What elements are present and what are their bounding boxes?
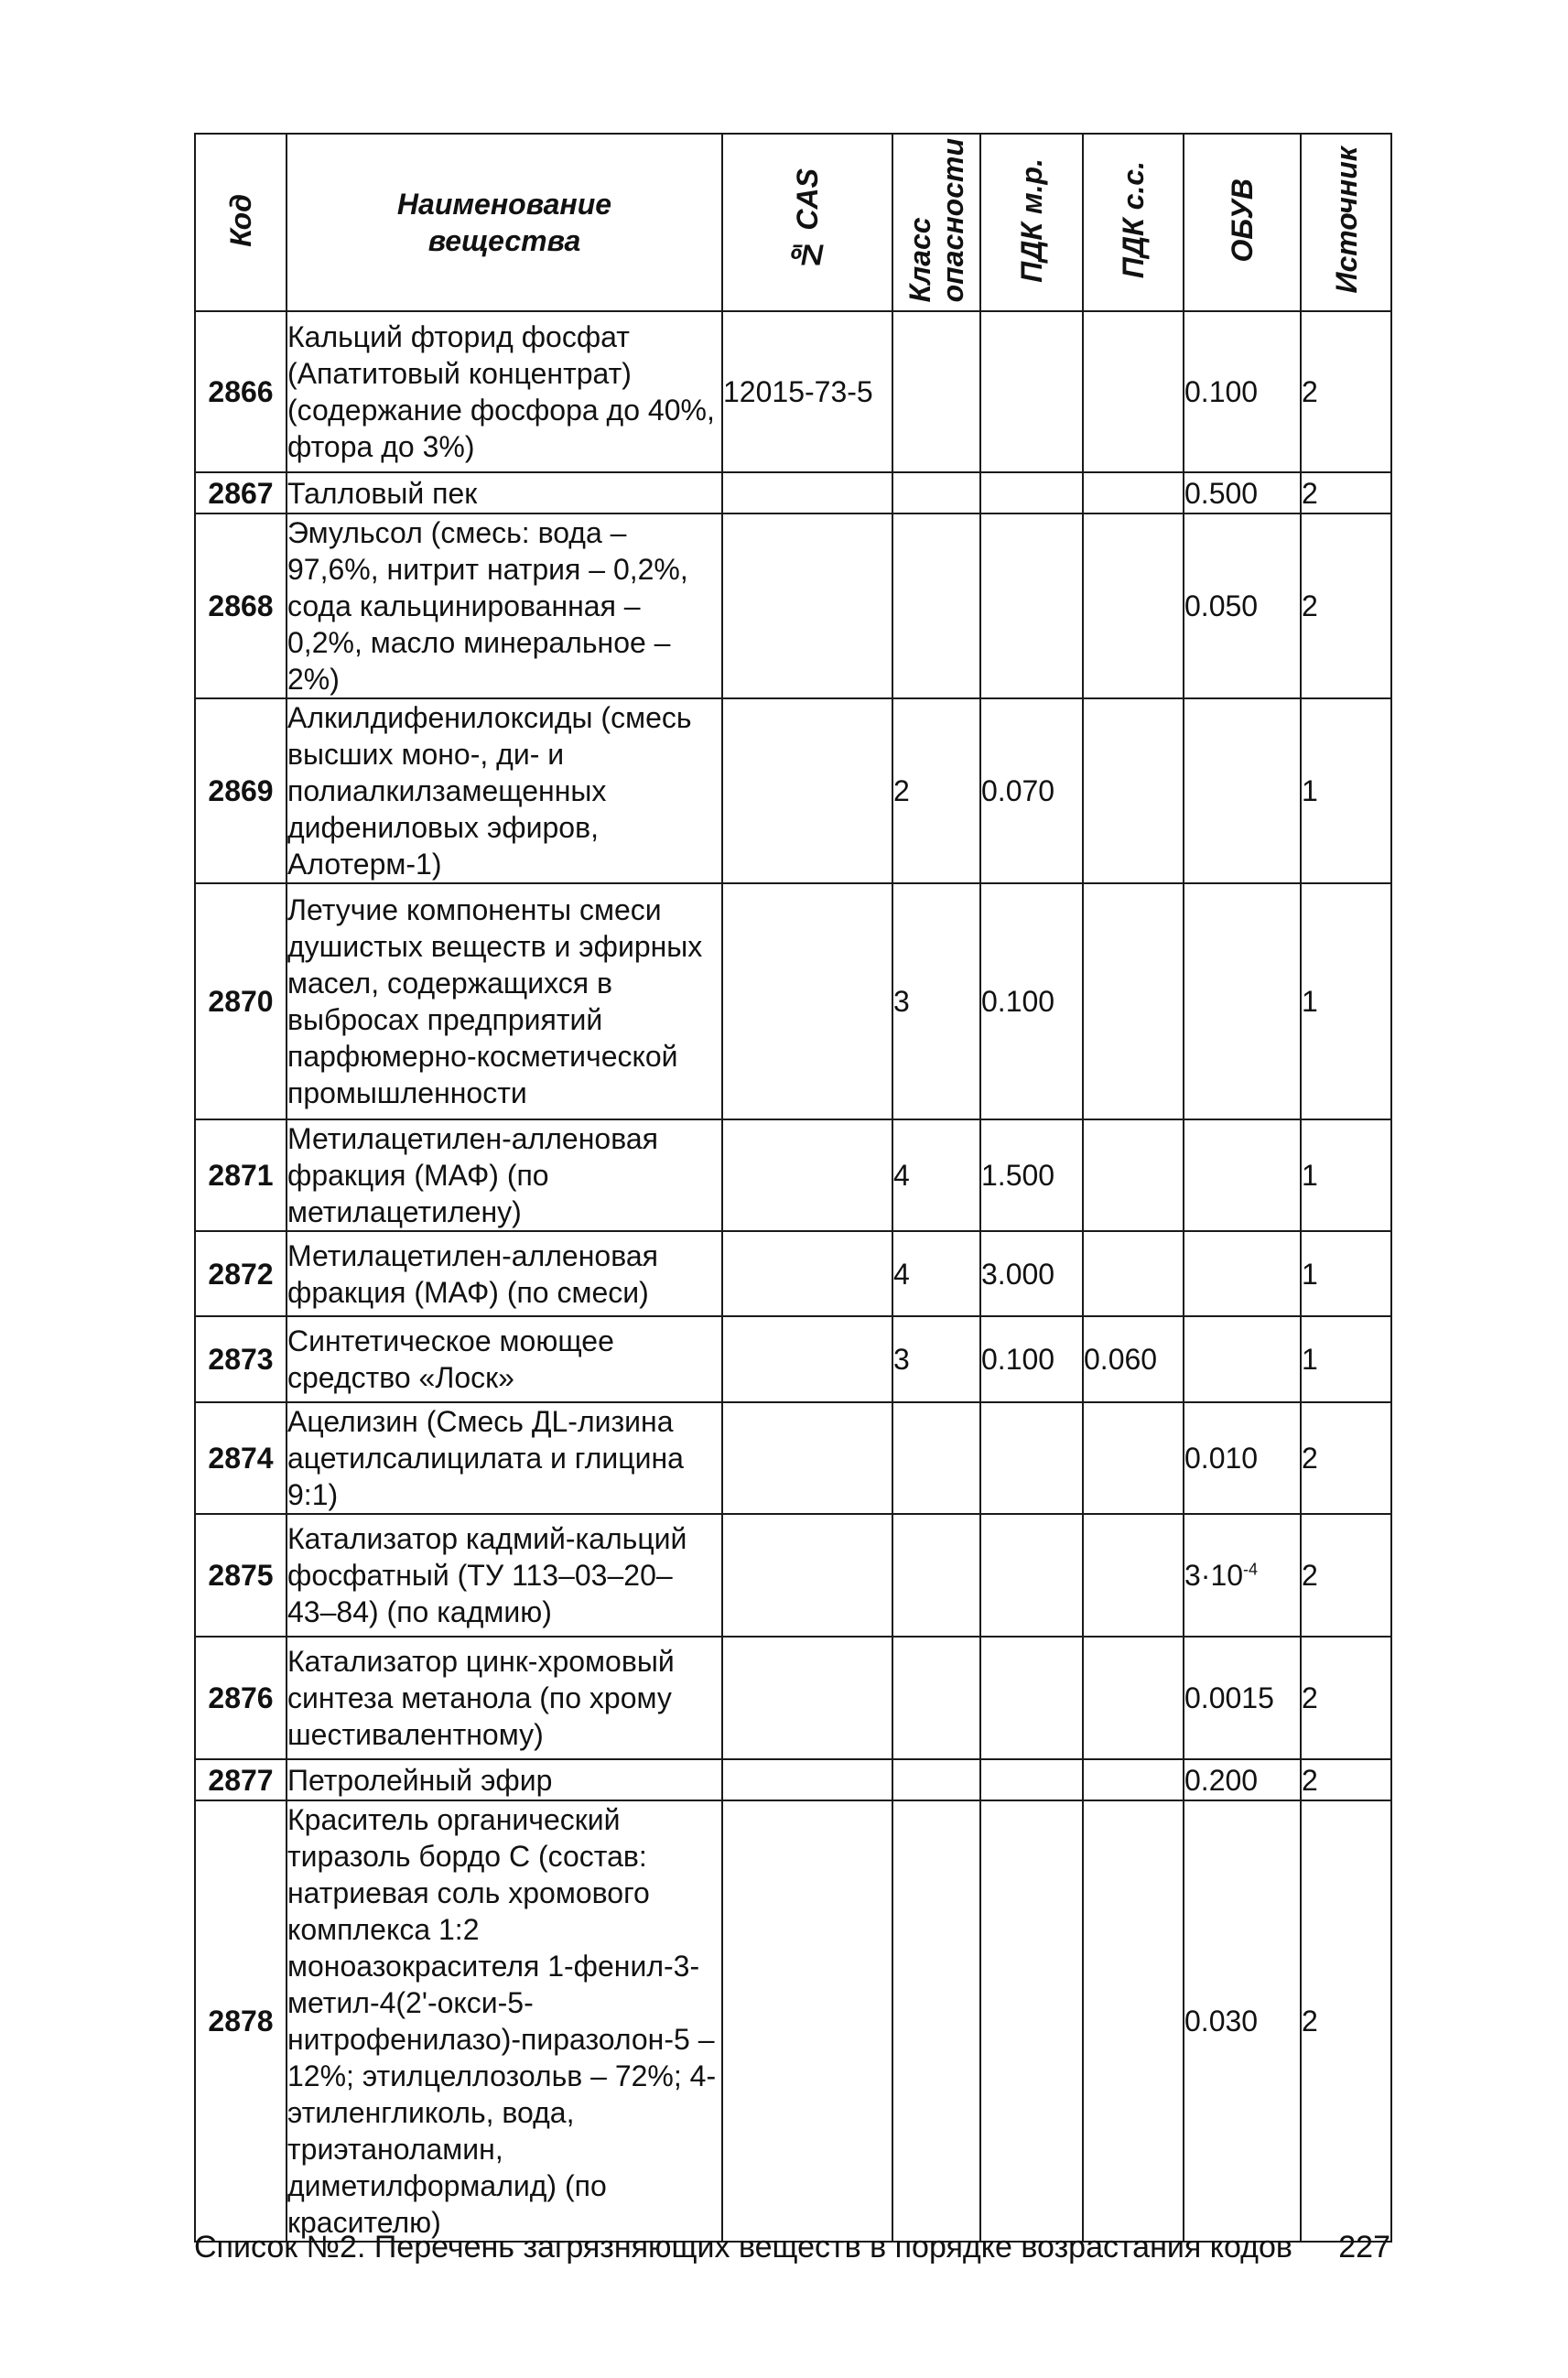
row-cas [722, 472, 892, 513]
row-cas: 12015-73-5 [722, 311, 892, 472]
table-row [195, 1231, 1391, 1316]
row-code: 2878 [195, 1800, 287, 2242]
header-pdk-mr: ПДК м.р. [980, 134, 1083, 311]
row-source: 2 [1301, 1402, 1391, 1514]
row-obuv: 0.200 [1184, 1759, 1301, 1800]
row-hazard-class [892, 472, 980, 513]
row-obuv [1184, 698, 1301, 883]
row-pdk-mr [980, 1402, 1083, 1514]
row-pdk-ss [1083, 698, 1184, 883]
row-cas [722, 883, 892, 1119]
row-code: 2873 [195, 1316, 287, 1402]
row-name: Эмульсол (смесь: вода – 97,6%, нитрит натрия – 0,2%, сода кальцинированная – 0,2%, масло минеральное – 2%) [287, 513, 722, 698]
row-code: 2871 [195, 1119, 287, 1231]
row-pdk-mr [980, 1637, 1083, 1759]
row-code: 2876 [195, 1637, 287, 1759]
header-cas: № CAS [722, 134, 892, 311]
row-code: 2877 [195, 1759, 287, 1800]
row-source: 1 [1301, 1231, 1391, 1316]
table-row [195, 698, 1391, 883]
table-row [195, 1119, 1391, 1231]
row-obuv [1184, 1316, 1301, 1402]
row-name: Кальций фторид фосфат (Апатитовый концентрат) (содержание фосфора до 40%, фтора до 3%) [287, 311, 722, 472]
row-name: Алкилдифенилоксиды (смесь высших моно-, ди- и полиалкилзамещенных дифениловых эфиров, Алотерм-1) [287, 698, 722, 883]
row-hazard-class [892, 513, 980, 698]
row-obuv: 0.0015 [1184, 1637, 1301, 1759]
table-row [195, 1402, 1391, 1514]
row-obuv [1184, 1231, 1301, 1316]
header-pdk-ss: ПДК с.с. [1083, 134, 1184, 311]
table-row [195, 311, 1391, 472]
row-source: 2 [1301, 1637, 1391, 1759]
row-hazard-class: 4 [892, 1119, 980, 1231]
row-pdk-ss [1083, 1637, 1184, 1759]
row-hazard-class [892, 1402, 980, 1514]
row-pdk-ss [1083, 1402, 1184, 1514]
row-name: Метилацетилен-алленовая фракция (МАФ) (по метилацетилену) [287, 1119, 722, 1231]
row-pdk-mr: 0.100 [980, 883, 1083, 1119]
row-code: 2872 [195, 1231, 287, 1316]
row-pdk-mr [980, 1514, 1083, 1637]
row-pdk-ss: 0.060 [1083, 1316, 1184, 1402]
row-cas [722, 513, 892, 698]
row-pdk-ss [1083, 1759, 1184, 1800]
row-cas [722, 1514, 892, 1637]
row-code: 2870 [195, 883, 287, 1119]
row-cas [722, 1402, 892, 1514]
row-pdk-ss [1083, 513, 1184, 698]
row-source: 1 [1301, 1316, 1391, 1402]
row-pdk-ss [1083, 311, 1184, 472]
row-cas [722, 1800, 892, 2242]
footer-title: Список №2. Перечень загрязняющих веществ в порядке возрастания кодов [194, 2230, 1292, 2265]
row-obuv: 0.050 [1184, 513, 1301, 698]
row-hazard-class: 3 [892, 883, 980, 1119]
row-name: Катализатор кадмий-кальций фосфатный (ТУ 113–03–20–43–84) (по кадмию) [287, 1514, 722, 1637]
header-obuv: ОБУВ [1184, 134, 1301, 311]
table-row [195, 1759, 1391, 1800]
row-pdk-mr: 0.100 [980, 1316, 1083, 1402]
row-hazard-class: 4 [892, 1231, 980, 1316]
row-code: 2867 [195, 472, 287, 513]
row-code: 2869 [195, 698, 287, 883]
row-obuv [1184, 1514, 1301, 1637]
row-source: 2 [1301, 1759, 1391, 1800]
page-footer [194, 2224, 1390, 2270]
table-row [195, 1800, 1391, 2242]
table-row [195, 1514, 1391, 1637]
row-source: 2 [1301, 1514, 1391, 1637]
table-row [195, 1316, 1391, 1402]
row-source: 1 [1301, 1119, 1391, 1231]
row-source: 2 [1301, 472, 1391, 513]
row-pdk-ss [1083, 883, 1184, 1119]
row-source: 1 [1301, 883, 1391, 1119]
table-row [195, 1637, 1391, 1759]
row-pdk-ss [1083, 1514, 1184, 1637]
row-code: 2868 [195, 513, 287, 698]
row-name: Талловый пек [287, 472, 722, 513]
row-hazard-class [892, 1759, 980, 1800]
table-row [195, 513, 1391, 698]
row-source: 2 [1301, 513, 1391, 698]
row-name: Метилацетилен-алленовая фракция (МАФ) (по смеси) [287, 1231, 722, 1316]
row-pdk-mr [980, 513, 1083, 698]
header-hazard-class: Класс опасности [892, 134, 980, 311]
row-cas [722, 1316, 892, 1402]
row-pdk-ss [1083, 1231, 1184, 1316]
row-source: 2 [1301, 311, 1391, 472]
row-cas [722, 1637, 892, 1759]
row-pdk-mr: 0.070 [980, 698, 1083, 883]
row-obuv: 0.010 [1184, 1402, 1301, 1514]
substances-table [194, 133, 1392, 2243]
row-name: Летучие компоненты смеси душистых веществ и эфирных масел, содержащихся в выбросах предприятий парфюмерно-косметической промышленности [287, 883, 722, 1119]
row-hazard-class [892, 311, 980, 472]
row-obuv [1184, 1119, 1301, 1231]
row-pdk-mr [980, 1759, 1083, 1800]
row-obuv: 0.100 [1184, 311, 1301, 472]
row-obuv [1184, 883, 1301, 1119]
row-obuv: 0.500 [1184, 472, 1301, 513]
header-source: Источник [1301, 134, 1391, 311]
header-name: Наименование вещества [287, 134, 722, 311]
page-number: 227 [1338, 2230, 1390, 2265]
row-cas [722, 698, 892, 883]
row-hazard-class [892, 1800, 980, 2242]
row-obuv: 0.030 [1184, 1800, 1301, 2242]
row-pdk-mr: 1.500 [980, 1119, 1083, 1231]
row-pdk-mr: 3.000 [980, 1231, 1083, 1316]
row-pdk-ss [1083, 1119, 1184, 1231]
row-name: Ацелизин (Смесь ДL-лизина ацетилсалицилата и глицина 9:1) [287, 1402, 722, 1514]
row-pdk-mr [980, 311, 1083, 472]
row-name: Петролейный эфир [287, 1759, 722, 1800]
table-row [195, 472, 1391, 513]
row-code: 2875 [195, 1514, 287, 1637]
obuv-value: 3·10 [1184, 1559, 1244, 1592]
row-pdk-mr [980, 1800, 1083, 2242]
row-name: Катализатор цинк-хромовый синтеза метанола (по хрому шестивалентному) [287, 1637, 722, 1759]
row-hazard-class: 2 [892, 698, 980, 883]
table-row [195, 883, 1391, 1119]
row-code: 2866 [195, 311, 287, 472]
row-cas [722, 1231, 892, 1316]
row-source: 2 [1301, 1800, 1391, 2242]
obuv-exponent: -4 [1243, 1560, 1259, 1579]
row-code: 2874 [195, 1402, 287, 1514]
row-cas [722, 1759, 892, 1800]
row-hazard-class: 3 [892, 1316, 980, 1402]
row-pdk-mr [980, 472, 1083, 513]
row-hazard-class [892, 1637, 980, 1759]
table-header-row [195, 134, 1391, 311]
row-source: 1 [1301, 698, 1391, 883]
row-cas [722, 1119, 892, 1231]
row-hazard-class [892, 1514, 980, 1637]
row-name: Синтетическое моющее средство «Лоск» [287, 1316, 722, 1402]
row-name: Краситель органический тиразоль бордо С (состав: натриевая соль хромового комплекса 1:2 моноазокрасителя 1-фенил-3-метил-4(2'-окси-5-нитрофенилазо)-пиразолон-5 – 12%; этилцеллозольв – 72%; 4-этиленгликоль, вода, триэтаноламин, диметилформалид) (по красителю) [287, 1800, 722, 2242]
row-pdk-ss [1083, 472, 1184, 513]
header-code: Код [195, 134, 287, 311]
row-pdk-ss [1083, 1800, 1184, 2242]
